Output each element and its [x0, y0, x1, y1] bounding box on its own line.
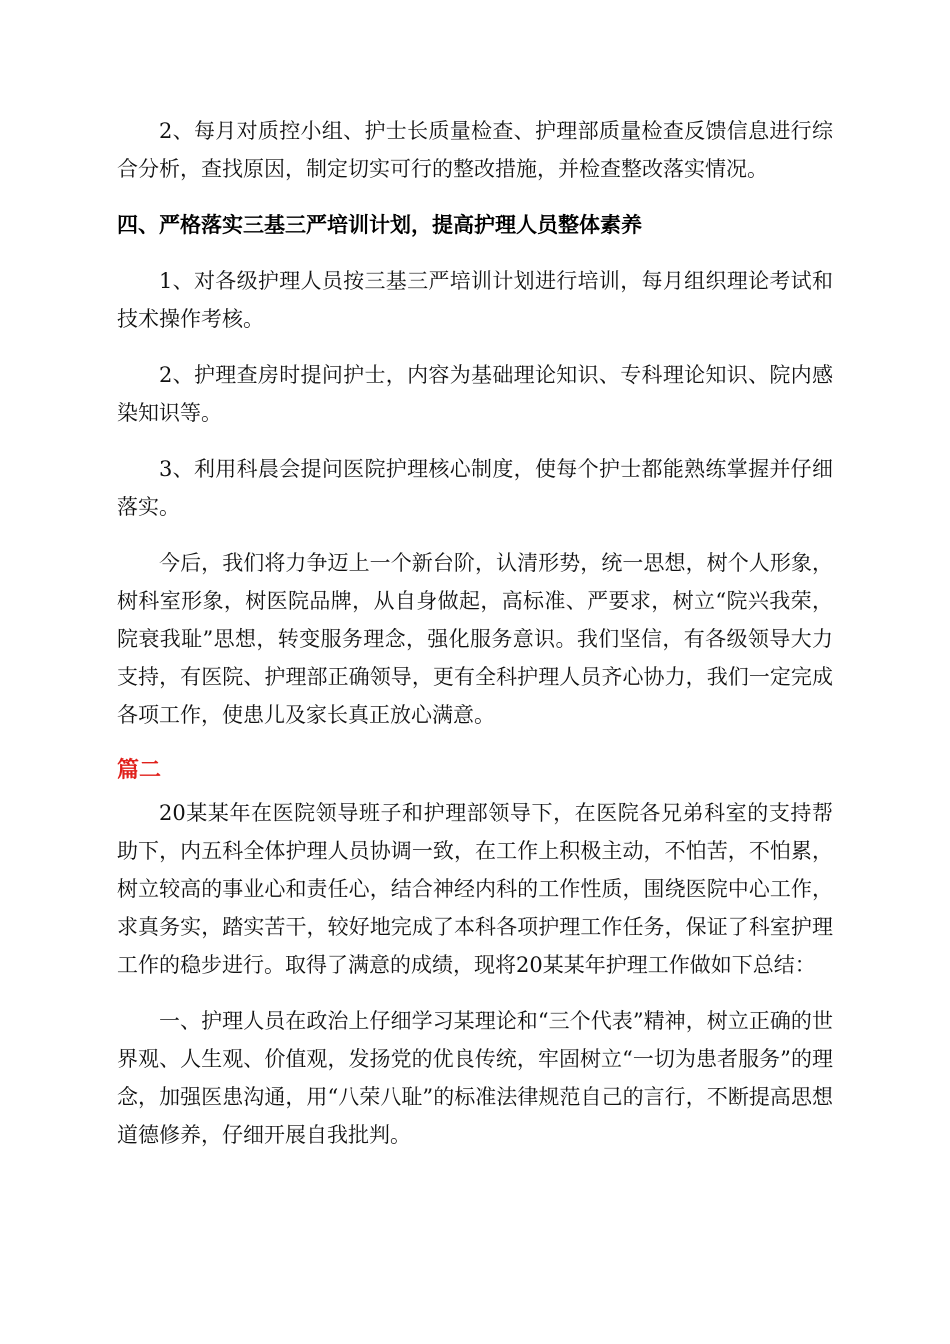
document-body [117, 112, 833, 1172]
section-title-part-two: 篇二 [117, 758, 162, 783]
heading-training-plan: 四、严格落实三基三严培训计划，提高护理人员整体素养 [117, 213, 642, 237]
paragraph-training-item-3: 3、利用科晨会提问医院护理核心制度，使每个护士都能熟练掌握并仔细落实。 [117, 457, 833, 519]
paragraph-part-two-intro: 20某某年在医院领导班子和护理部领导下，在医院各兄弟科室的支持帮助下，内五科全体护理人员协调一致，在工作上积极主动，不怕苦，不怕累，树立较高的事业心和责任心，结合神经内科的工作性质，围绕医院中心工作，求真务实，踏实苦干，较好地完成了本科各项护理工作任务，保证了科室护理工作的稳步进行。取得了满意的成绩，现将20某某年护理工作做如下总结： [117, 801, 833, 977]
paragraph-closing: 今后，我们将力争迈上一个新台阶，认清形势，统一思想，树个人形象，树科室形象，树医院品牌，从自身做起，高标准、严要求，树立“院兴我荣，院衰我耻”思想，转变服务理念，强化服务意识。我们坚信，有各级领导大力支持，有医院、护理部正确领导，更有全科护理人员齐心协力，我们一定完成各项工作，使患儿及家长真正放心满意。 [117, 551, 833, 727]
paragraph-training-item-1: 1、对各级护理人员按三基三严培训计划进行培训，每月组织理论考试和技术操作考核。 [117, 269, 833, 331]
paragraph-quality-analysis: 2、每月对质控小组、护士长质量检查、护理部质量检查反馈信息进行综合分析，查找原因，制定切实可行的整改措施，并检查整改落实情况。 [117, 119, 833, 181]
paragraph-part-two-point-one: 一、护理人员在政治上仔细学习某理论和“三个代表”精神，树立正确的世界观、人生观、价值观，发扬党的优良传统，牢固树立“一切为患者服务”的理念，加强医患沟通，用“八荣八耻”的标准法律规范自己的言行，不断提高思想道德修养，仔细开展自我批判。 [117, 1009, 833, 1147]
paragraph-training-item-2: 2、护理查房时提问护士，内容为基础理论知识、专科理论知识、院内感染知识等。 [117, 363, 833, 425]
